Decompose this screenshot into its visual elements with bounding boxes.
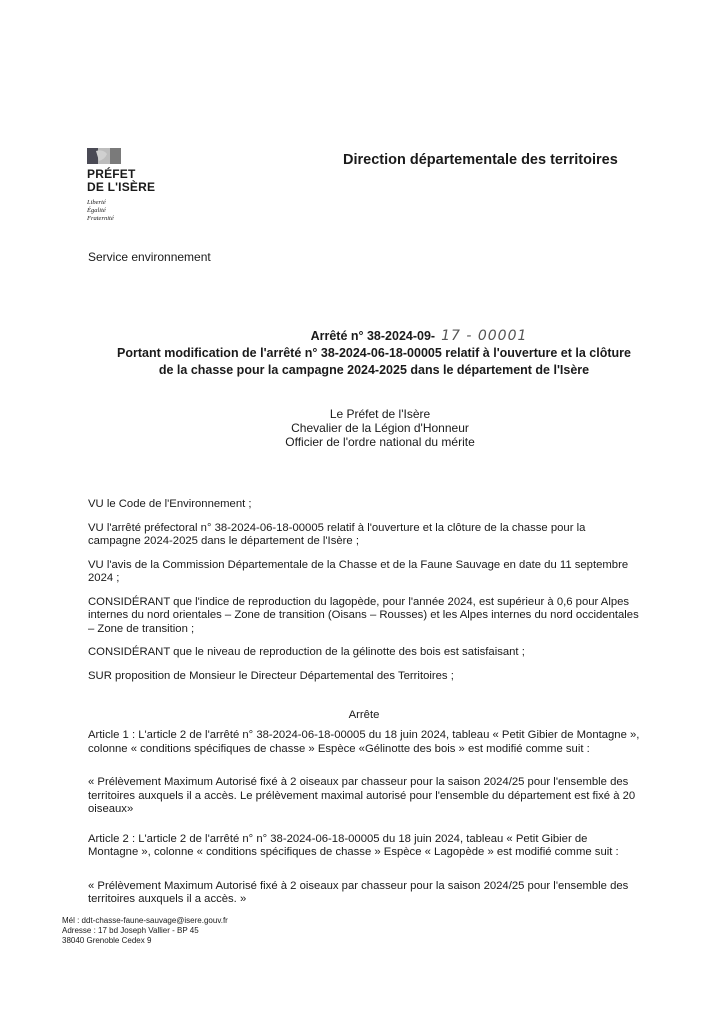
considerations: [88, 498, 640, 693]
article-1: Article 1 : L'article 2 de l'arrêté n° 38-2024-06-18-00005 du 18 juin 2024, tableau « Petit Gibier de Montagne », colonne « conditions spécifiques de chasse » Espèce «Gélinotte des bois » est modifié comme suit :: [88, 729, 640, 755]
motto: [87, 199, 207, 223]
direction-title: Direction départementale des territoires: [343, 152, 618, 168]
motto-fraternite: Fraternité: [87, 215, 114, 222]
prefect-block: [200, 407, 560, 449]
article-2: Article 2 : L'article 2 de l'arrêté n° n° 38-2024-06-18-00005 du 18 juin 2024, tableau « Petit Gibier de Montagne », colonne « conditions spécifiques de chasse » Espèce « Lagopède » est modifié comme suit :: [88, 832, 619, 858]
footer-contact: [62, 916, 228, 946]
arrete-label: Arrête: [348, 709, 380, 721]
title-line-2: Portant modification de l'arrêté n° 38-2024-06-18-00005 relatif à l'ouverture et la clôture: [117, 346, 631, 360]
service-name: Service environnement: [88, 250, 211, 264]
arrete-title: [88, 328, 660, 379]
logo-isere: DE L'ISÈRE: [87, 180, 156, 194]
consideration-item: VU le Code de l'Environnement ;: [88, 498, 252, 510]
prefect-line-3: Officier de l'ordre national du mérite: [285, 435, 475, 449]
article-2-quote: « Prélèvement Maximum Autorisé fixé à 2 oiseaux par chasseur pour la saison 2024/25 pour l'ensemble des territoires auxquels il a accès. »: [88, 879, 629, 905]
motto-liberte: Liberté: [87, 199, 106, 206]
handwritten-number: 17 - 00001: [441, 328, 528, 344]
articles: [88, 729, 640, 907]
arrete-number: Arrêté n° 38-2024-09-: [310, 329, 436, 343]
prefect-line-1: Le Préfet de l'Isère: [329, 407, 431, 421]
logo-prefet: PRÉFET: [87, 167, 136, 181]
consideration-item: VU l'avis de la Commission Départementale de la Chasse et de la Faune Sauvage en date du 11 septembre 2024 ;: [88, 558, 629, 584]
footer-address: Adresse : 17 bd Joseph Vallier - BP 45: [62, 926, 199, 935]
motto-egalite: Égalité: [87, 207, 106, 214]
prefecture-logo: [87, 148, 207, 223]
marianne-icon: [87, 148, 121, 164]
title-line-3: de la chasse pour la campagne 2024-2025 dans le département de l'Isère: [158, 363, 590, 377]
footer-city: 38040 Grenoble Cedex 9: [62, 936, 152, 945]
article-1-quote: « Prélèvement Maximum Autorisé fixé à 2 oiseaux par chasseur pour la saison 2024/25 pour l'ensemble des territoires auxquels il a accès. Le prélèvement maximal autorisé pour l'ensemble du département est fixé à 20 oiseaux»: [88, 776, 636, 815]
consideration-item: SUR proposition de Monsieur le Directeur Départemental des Territoires ;: [88, 669, 454, 682]
prefect-line-2: Chevalier de la Légion d'Honneur: [291, 421, 469, 435]
consideration-item: CONSIDÉRANT que le niveau de reproduction de la gélinotte des bois est satisfaisant ;: [88, 646, 525, 658]
consideration-item: VU l'arrêté préfectoral n° 38-2024-06-18-00005 relatif à l'ouverture et la clôture de la chasse pour la campagne 2024-2025 dans le département de l'Isère ;: [88, 521, 586, 547]
footer-mail: Mél : ddt-chasse-faune-sauvage@isere.gouv.fr: [62, 916, 228, 925]
arrete-number-line: [88, 328, 660, 345]
consideration-item: CONSIDÉRANT que l'indice de reproduction du lagopède, pour l'année 2024, est supérieur à 0,6 pour Alpes internes du nord orientales – Zone de transition (Oisans – Rousses) et les Alpes internes du nord occidentales – Zone de transition ;: [88, 595, 639, 635]
